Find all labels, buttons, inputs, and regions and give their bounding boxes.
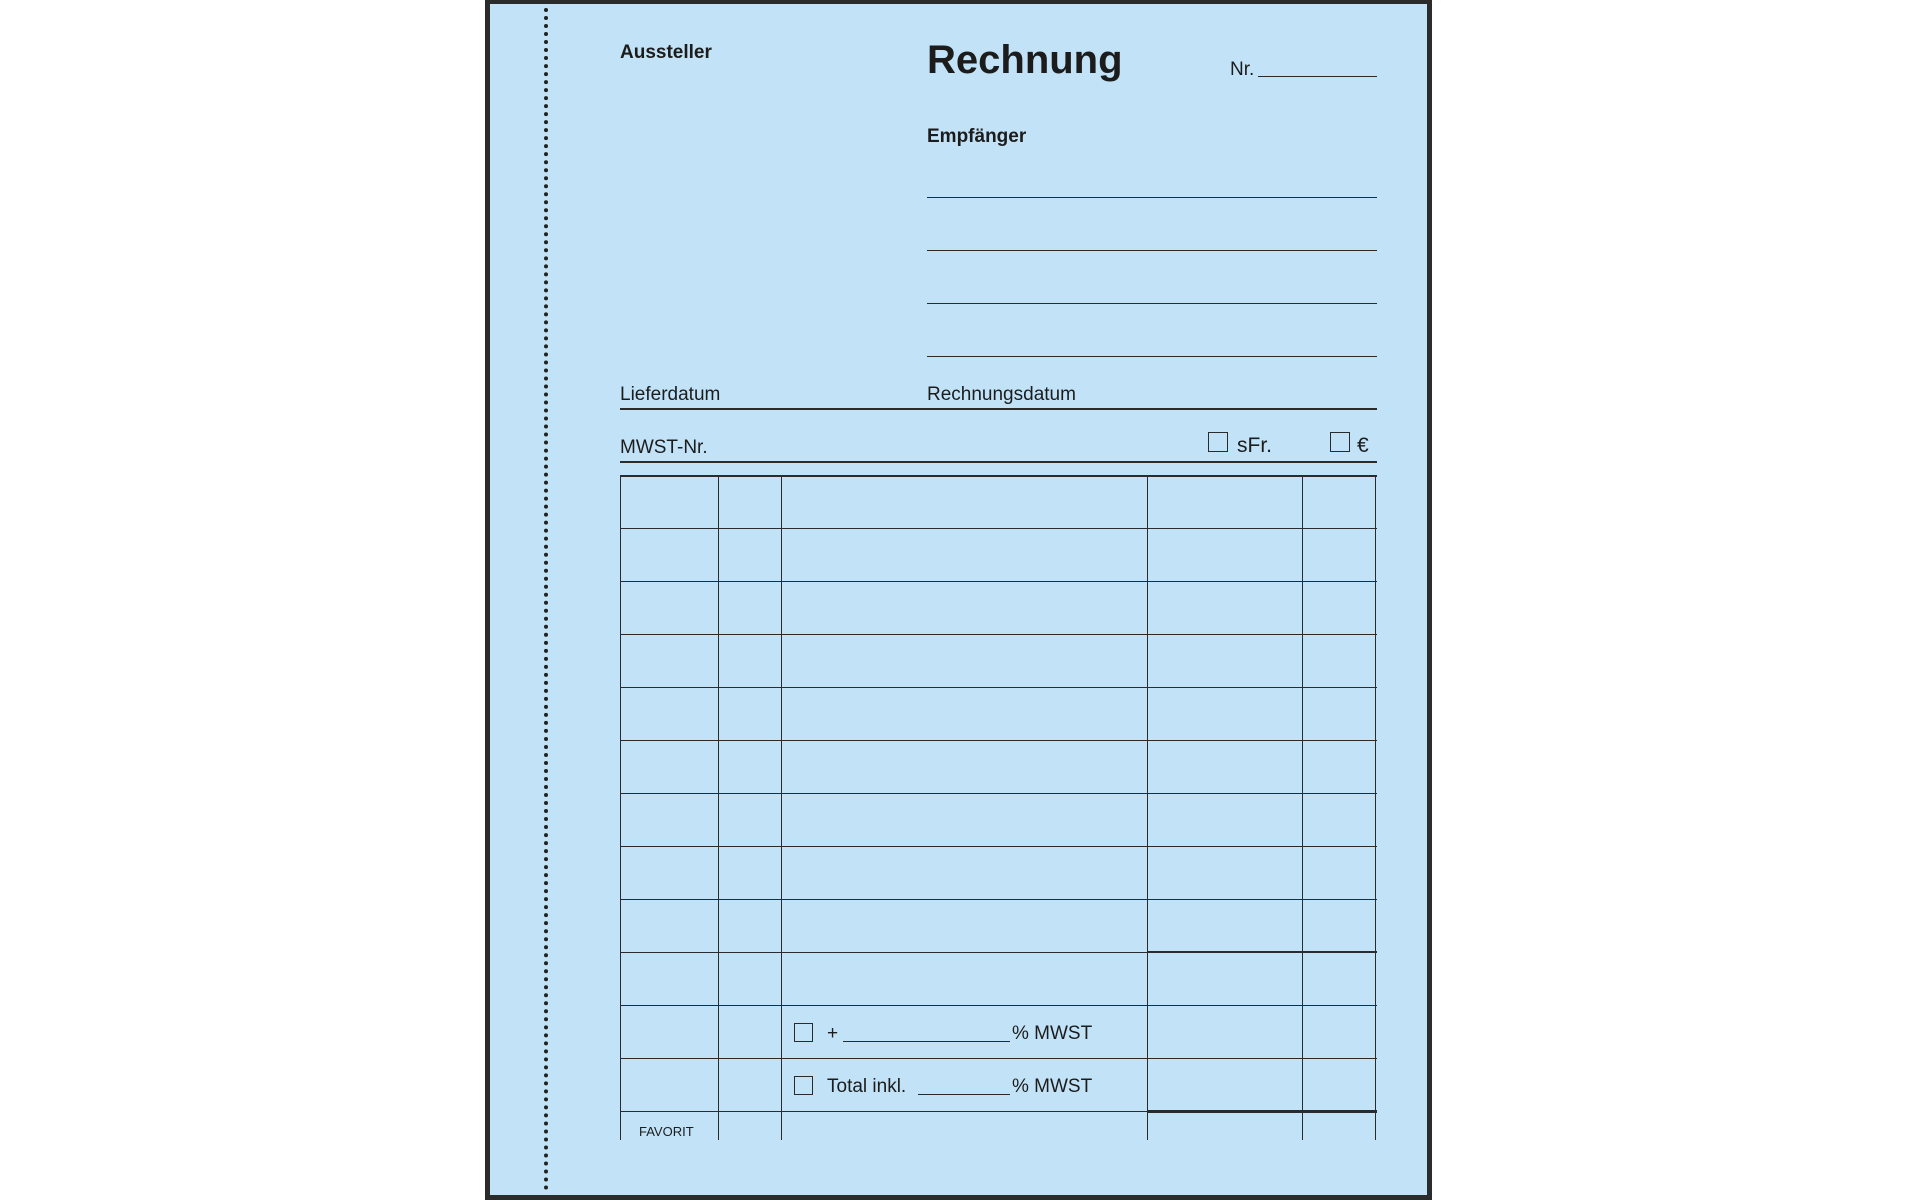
delivery-date-label: Lieferdatum	[620, 384, 721, 405]
recipient-line-4[interactable]	[927, 356, 1377, 357]
recipient-line-2[interactable]	[927, 250, 1377, 251]
invoice-date-label: Rechnungsdatum	[927, 384, 1076, 405]
currency-euro-checkbox[interactable]	[1330, 432, 1350, 452]
vat-add-suffix: % MWST	[1012, 1023, 1093, 1044]
table-row-divider	[620, 846, 1377, 847]
table-row-divider	[620, 952, 1147, 953]
vat-add-prefix: +	[827, 1023, 839, 1044]
total-vat-rate-field[interactable]	[918, 1094, 1010, 1095]
table-row-divider	[620, 687, 1377, 688]
total-incl-suffix: % MWST	[1012, 1076, 1093, 1097]
table-row-divider	[620, 1111, 1147, 1112]
currency-sfr-checkbox[interactable]	[1208, 432, 1228, 452]
column-divider	[1302, 475, 1303, 1140]
perforation-line	[544, 8, 548, 1191]
invoice-form	[485, 0, 1432, 1200]
recipient-line-3[interactable]	[927, 303, 1377, 304]
table-row-divider	[620, 1005, 1377, 1006]
total-incl-checkbox[interactable]	[794, 1076, 813, 1095]
dates-line[interactable]	[620, 408, 1377, 410]
issuer-label: Aussteller	[620, 42, 712, 63]
brand-label: FAVORIT	[639, 1124, 694, 1139]
vat-number-label: MWST-Nr.	[620, 437, 708, 458]
column-divider	[1147, 475, 1148, 1140]
table-row-divider	[620, 581, 1377, 582]
column-divider	[781, 475, 782, 1140]
table-border-left	[620, 475, 621, 1140]
vat-rate-field[interactable]	[843, 1041, 1010, 1042]
column-divider	[718, 475, 719, 1140]
subtotal-divider	[1147, 951, 1377, 953]
table-top-border	[620, 475, 1377, 477]
currency-sfr-label: sFr.	[1237, 434, 1272, 457]
total-incl-prefix: Total inkl.	[827, 1076, 907, 1097]
table-border-right	[1375, 475, 1376, 1140]
table-row-divider	[620, 528, 1377, 529]
table-row-divider	[620, 793, 1377, 794]
invoice-number-label: Nr.	[1230, 59, 1255, 80]
invoice-number-field[interactable]	[1258, 76, 1377, 77]
recipient-line-1[interactable]	[927, 197, 1377, 198]
table-row-divider	[620, 899, 1377, 900]
vat-add-checkbox[interactable]	[794, 1023, 813, 1042]
table-row-divider	[620, 740, 1377, 741]
document-title: Rechnung	[927, 38, 1123, 82]
line-items-table	[620, 475, 1377, 1140]
vat-line[interactable]	[620, 461, 1377, 463]
table-row-divider	[620, 1058, 1377, 1059]
currency-euro-label: €	[1357, 434, 1369, 457]
recipient-label: Empfänger	[927, 126, 1027, 147]
table-row-divider	[620, 634, 1377, 635]
total-underline	[1147, 1110, 1377, 1113]
